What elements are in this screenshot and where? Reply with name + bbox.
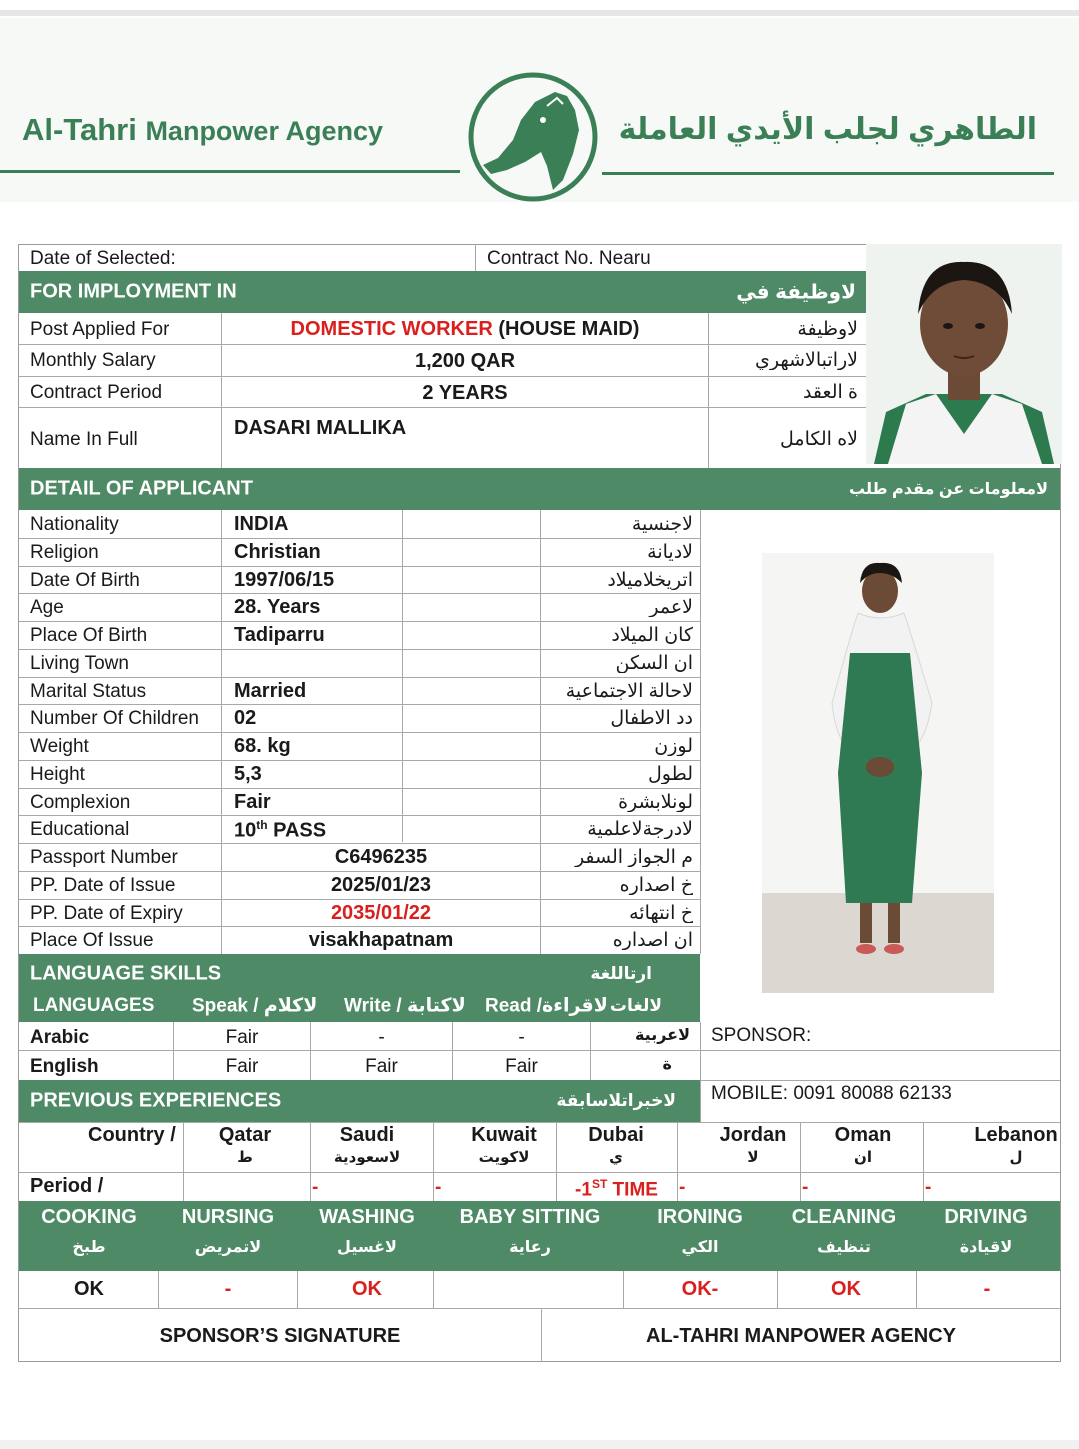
applicant-field-value: 5,3 <box>234 764 262 784</box>
education-level-text: PASS <box>267 819 327 841</box>
applicant-field-label-ar: اتريخلاميلاد <box>607 571 693 590</box>
skill-name: CLEANING <box>791 1207 897 1227</box>
applicant-full-photo <box>762 553 994 993</box>
applicant-field-label: Place Of Issue <box>30 931 154 950</box>
country-period: - <box>679 1178 686 1197</box>
skill-name: WASHING <box>319 1207 415 1227</box>
skill-status: OK <box>74 1279 104 1299</box>
language-arabic-ar: لاعربية <box>634 1028 690 1044</box>
country-period: - <box>435 1178 442 1197</box>
divider <box>19 704 701 705</box>
applicant-title-ar: لامعلومات عن مقدم طلب <box>849 481 1048 498</box>
country-name: Oman <box>834 1125 892 1145</box>
applicant-field-label: Number Of Children <box>30 709 199 728</box>
divider <box>19 376 866 377</box>
country-name-ar: ان <box>854 1150 872 1165</box>
country-name: Qatar <box>218 1125 272 1145</box>
country-name-ar: لاسعودية <box>333 1150 401 1165</box>
arabic-write: - <box>378 1028 385 1047</box>
applicant-field-label-ar: خ انتهائه <box>629 904 693 923</box>
applicant-field-value: 28. Years <box>234 597 321 617</box>
applicant-field-value: 1997/06/15 <box>234 570 335 590</box>
divider <box>19 871 701 872</box>
divider <box>19 593 701 594</box>
skill-status: - <box>983 1279 991 1299</box>
skill-name-ar: لاقيادة <box>959 1240 1013 1256</box>
contract-no: Contract No. Nearu <box>487 249 651 268</box>
full-name-value: DASARI MALLIKA <box>234 418 407 438</box>
language-col-read: Read /لاقراءة <box>485 995 608 1017</box>
top-divider <box>0 10 1079 16</box>
applicant-field-label-ar: لاعمر <box>649 598 693 617</box>
skill-name: BABY SITTING <box>459 1207 601 1227</box>
divider <box>297 1271 298 1308</box>
date-selected-label: Date of Selected: <box>30 249 176 268</box>
country-name: Saudi <box>339 1125 395 1145</box>
education-level-suffix: th <box>256 819 268 832</box>
applicant-field-label-ar: لونلابشرة <box>618 793 693 812</box>
experience-title-ar: لاخبراتلاسابقة <box>556 1091 676 1110</box>
applicant-field-value <box>234 819 326 841</box>
full-name-label-ar: لاه الكامل <box>780 430 858 449</box>
language-col-speak: Speak / لاكلام <box>192 995 318 1017</box>
page-footer <box>0 1440 1079 1449</box>
country-period <box>556 1178 677 1199</box>
applicant-field-value: visakhapatnam <box>308 930 454 950</box>
applicant-field-label-ar: لاديانة <box>647 543 693 562</box>
applicant-field-label-ar: لاحالة الاجتماعية <box>565 682 693 701</box>
divider <box>19 732 701 733</box>
country-name-ar: لاكويت <box>478 1150 530 1165</box>
language-col-languages: LANGUAGES <box>33 995 155 1016</box>
header-rule-left <box>0 170 460 173</box>
language-arabic: Arabic <box>30 1028 90 1047</box>
arabic-speak: Fair <box>225 1028 259 1047</box>
period-prefix: -1 <box>575 1179 592 1200</box>
period-ordinal: ST <box>591 1178 608 1191</box>
divider <box>19 760 701 761</box>
divider <box>183 1122 184 1201</box>
skill-name: IRONING <box>657 1207 743 1227</box>
country-period: - <box>312 1178 319 1197</box>
applicant-field-label: Living Town <box>30 654 129 673</box>
brand-name-main: Al-Tahri <box>22 112 137 147</box>
skill-name: DRIVING <box>944 1207 1028 1227</box>
monthly-salary-label-ar: لاراتبالاشهري <box>755 351 858 370</box>
applicant-field-label-ar: كان الميلاد <box>611 626 693 645</box>
period-text: TIME <box>607 1179 658 1200</box>
skill-name: COOKING <box>41 1207 137 1227</box>
divider <box>433 1271 434 1308</box>
post-applied-value <box>222 319 708 339</box>
country-name: Jordan <box>719 1125 787 1145</box>
applicant-field-value: Tadiparru <box>234 625 325 645</box>
applicant-field-label: Age <box>30 598 64 617</box>
monthly-salary-value: 1,200 QAR <box>414 351 516 371</box>
sponsor-signature: SPONSOR’S SIGNATURE <box>159 1326 401 1346</box>
divider <box>700 1080 1060 1081</box>
divider <box>19 677 701 678</box>
applicant-field-label: Educational <box>30 820 130 839</box>
contract-period-label-ar: ة العقد <box>802 383 858 402</box>
skill-status: OK <box>831 1279 861 1299</box>
applicant-field-label: Nationality <box>30 515 119 534</box>
divider <box>158 1271 159 1308</box>
post-applied-value-detail: (HOUSE MAID) <box>498 319 640 339</box>
language-col-write: Write / لاكتابة <box>344 995 466 1017</box>
applicant-field-label-ar: خ اصداره <box>619 876 693 895</box>
applicant-field-label-ar: لوزن <box>654 737 693 756</box>
skill-status: - <box>224 1279 232 1299</box>
employment-section-header <box>19 271 866 313</box>
divider <box>19 649 701 650</box>
skill-status: OK <box>352 1279 382 1299</box>
full-name-label: Name In Full <box>30 430 138 449</box>
applicant-field-value: C6496235 <box>334 847 428 867</box>
divider <box>19 538 701 539</box>
country-name: Dubai <box>588 1125 644 1145</box>
language-section-header <box>19 954 700 1022</box>
sponsor-mobile: MOBILE: 0091 80088 62133 <box>711 1084 952 1103</box>
applicant-field-value: 68. kg <box>234 736 291 756</box>
agency-signature: AL-TAHRI MANPOWER AGENCY <box>646 1326 956 1346</box>
language-col-ar: لالغات <box>609 996 662 1015</box>
applicant-field-value: INDIA <box>234 514 289 534</box>
sponsor-label: SPONSOR: <box>711 1026 812 1045</box>
applicant-field-label-ar: ان اصداره <box>612 931 693 950</box>
skill-name-ar: لاتمريض <box>194 1240 262 1256</box>
applicant-field-label-ar: لادرجةلاعلمية <box>587 820 693 839</box>
skill-name-ar: تنظيف <box>817 1240 871 1256</box>
country-period: - <box>802 1178 809 1197</box>
applicant-title: DETAIL OF APPLICANT <box>30 477 253 500</box>
header-rule-right <box>602 172 1054 175</box>
skill-name: NURSING <box>181 1207 275 1227</box>
divider <box>19 815 701 816</box>
skill-name-ar: الكي <box>681 1240 719 1256</box>
post-applied-label: Post Applied For <box>30 320 170 339</box>
country-name-ar: ل <box>1009 1150 1023 1165</box>
divider <box>19 621 701 622</box>
divider <box>590 1022 591 1080</box>
language-title: LANGUAGE SKILLS <box>30 962 222 985</box>
divider <box>19 1050 1060 1051</box>
divider <box>19 843 701 844</box>
divider <box>19 788 701 789</box>
skill-name-ar: رعاية <box>509 1240 551 1256</box>
applicant-field-label: Religion <box>30 543 99 562</box>
contract-period-label: Contract Period <box>30 383 163 402</box>
divider <box>19 344 866 345</box>
applicant-field-label-ar: لطول <box>648 765 693 784</box>
english-speak: Fair <box>225 1057 259 1076</box>
applicant-field-value: Married <box>234 681 307 701</box>
divider <box>19 899 701 900</box>
applicant-field-label: PP. Date of Expiry <box>30 904 183 923</box>
country-name: Kuwait <box>471 1125 537 1145</box>
horse-logo-icon <box>463 70 603 204</box>
divider <box>19 1308 1060 1309</box>
country-name: Lebanon <box>974 1125 1058 1145</box>
applicant-section-header <box>19 468 1060 510</box>
brand-name-en <box>22 112 383 148</box>
applicant-field-label: Place Of Birth <box>30 626 148 645</box>
applicant-field-label: Complexion <box>30 793 131 812</box>
divider <box>777 1271 778 1308</box>
applicant-field-label-ar: ان السكن <box>615 654 693 673</box>
employment-title: FOR IMPLOYMENT IN <box>30 280 237 303</box>
applicant-field-label-ar: لاجنسية <box>631 515 693 534</box>
applicant-field-label: Marital Status <box>30 682 147 701</box>
divider <box>402 510 403 842</box>
employment-title-ar: لاوظيفة في <box>736 281 856 304</box>
english-write: Fair <box>365 1057 398 1076</box>
monthly-salary-label: Monthly Salary <box>30 351 156 370</box>
applicant-field-label: Passport Number <box>30 848 178 867</box>
applicant-field-label: Date Of Birth <box>30 571 140 590</box>
english-read: Fair <box>505 1057 538 1076</box>
divider <box>19 566 701 567</box>
divider <box>623 1271 624 1308</box>
education-level-number: 10 <box>234 819 257 841</box>
period-label: Period / <box>30 1176 104 1196</box>
applicant-field-value: 2035/01/22 <box>330 903 432 923</box>
skill-status: OK- <box>681 1279 719 1299</box>
divider <box>708 313 709 468</box>
brand-name-ar: الطاهري لجلب الأيدي العاملة <box>618 113 1037 146</box>
applicant-field-value: 02 <box>234 708 257 728</box>
applicant-field-value: Fair <box>234 792 271 812</box>
applicant-field-label-ar: دد الاطفال <box>610 709 693 728</box>
applicant-field-value: 2025/01/23 <box>330 875 432 895</box>
applicant-field-label: Weight <box>30 737 89 756</box>
arabic-read: - <box>518 1028 525 1047</box>
country-name-ar: ي <box>609 1150 623 1165</box>
divider <box>19 407 866 408</box>
country-period: - <box>925 1178 932 1197</box>
divider <box>19 926 701 927</box>
post-applied-label-ar: لاوظيفة <box>797 320 858 339</box>
experience-section-header <box>19 1080 700 1122</box>
language-english: English <box>30 1057 99 1076</box>
applicant-field-value: Christian <box>234 542 321 562</box>
post-applied-value-highlight: DOMESTIC WORKER <box>290 319 493 339</box>
applicant-field-label-ar: م الجواز السفر <box>574 848 693 867</box>
country-label: Country / <box>88 1125 176 1145</box>
applicant-portrait-photo <box>866 244 1062 464</box>
applicant-field-label: PP. Date of Issue <box>30 876 176 895</box>
divider <box>475 244 476 271</box>
skill-name-ar: لاغسيل <box>337 1240 397 1256</box>
divider <box>19 1122 1060 1123</box>
divider <box>916 1271 917 1308</box>
divider <box>19 1172 1060 1173</box>
country-name-ar: لا <box>747 1150 759 1165</box>
applicant-field-label: Height <box>30 765 85 784</box>
language-english-ar: ة <box>662 1057 672 1073</box>
experience-title: PREVIOUS EXPERIENCES <box>30 1089 282 1112</box>
contract-period-value: 2 YEARS <box>422 383 508 403</box>
skill-name-ar: طبخ <box>72 1240 106 1256</box>
language-title-ar: ارتاللغة <box>590 964 652 983</box>
brand-name-rest: Manpower Agency <box>145 116 383 146</box>
divider <box>700 1022 701 1122</box>
country-name-ar: ط <box>237 1150 253 1165</box>
